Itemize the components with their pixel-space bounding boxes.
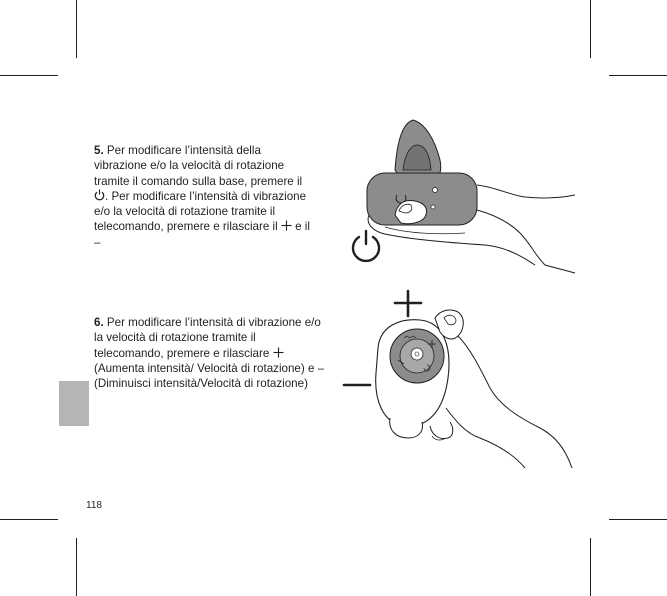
power-icon	[94, 189, 105, 201]
step-6-text	[94, 315, 326, 391]
step-5-text	[94, 143, 310, 250]
step-5-number: 5.	[94, 144, 104, 157]
illustration-remote	[340, 288, 580, 473]
step-5-text-c: e il –	[94, 220, 310, 249]
crop-mark-top-right-h	[609, 75, 667, 76]
plus-icon	[281, 220, 292, 231]
page-number: 118	[86, 500, 102, 511]
power-icon	[353, 231, 379, 261]
chapter-tab	[59, 381, 89, 426]
step-6-text-b: (Aumenta intensità/ Velocità di rotazione) e – (Diminuisci intensità/Velocità di rotazione)	[94, 361, 325, 391]
crop-mark-bottom-left	[76, 538, 77, 596]
step-5-text-b: . Per modificare l’intensità di vibrazione e/o la velocità di rotazione tramite il telecomando, premere e rilasciare il	[94, 189, 307, 234]
plus-icon	[395, 291, 421, 316]
step-6-number: 6.	[94, 316, 104, 329]
crop-mark-top-left-h	[0, 75, 58, 76]
step-5-text-a: Per modificare l’intensità della vibrazione e/o la velocità di rotazione tramite il comando sulla base, premere il	[94, 144, 303, 188]
crop-mark-bottom-left-h	[0, 519, 58, 520]
crop-mark-bottom-right-h	[609, 519, 667, 520]
plus-icon	[273, 347, 284, 358]
crop-mark-top-left	[76, 0, 77, 58]
crop-mark-top-right	[590, 0, 591, 58]
crop-mark-bottom-right	[590, 538, 591, 596]
illustration-base-button	[345, 115, 580, 280]
step-6-text-a: Per modificare l’intensità di vibrazione e/o la velocità di rotazione tramite il telecomando, premere e rilasciare	[94, 316, 321, 360]
